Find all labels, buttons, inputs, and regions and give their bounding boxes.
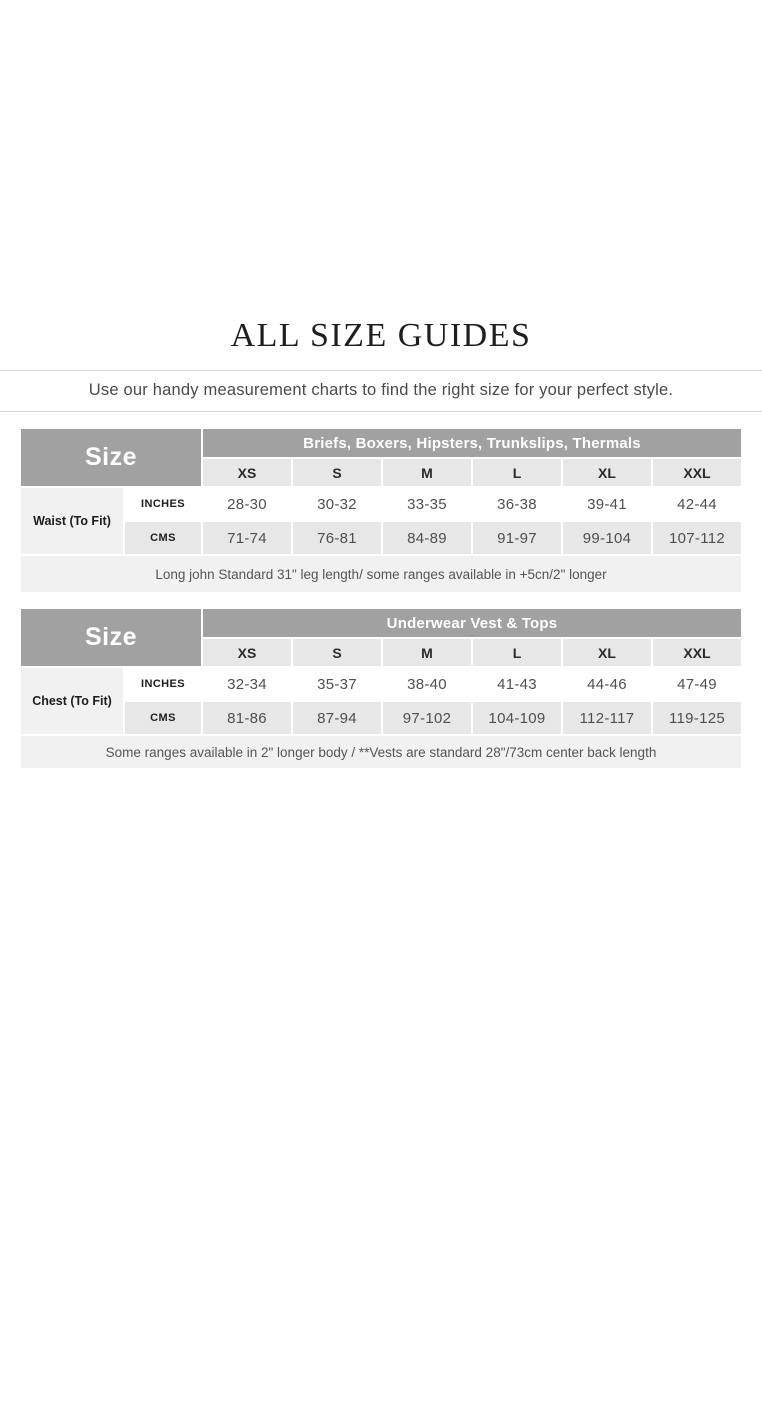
row-label-chest: Chest (To Fit) — [21, 668, 123, 734]
size-value-cell: 76-81 — [293, 522, 381, 554]
size-value-cell: 38-40 — [383, 668, 471, 700]
size-header-cell: Size — [21, 429, 201, 486]
size-value-cell: 91-97 — [473, 522, 561, 554]
size-value-cell: 39-41 — [563, 488, 651, 520]
size-value-cell: 84-89 — [383, 522, 471, 554]
unit-label-cms: CMS — [125, 702, 201, 734]
size-value-cell: 81-86 — [203, 702, 291, 734]
size-value-cell: 30-32 — [293, 488, 381, 520]
table-footnote-briefs: Long john Standard 31" leg length/ some ranges available in +5cn/2" longer — [21, 556, 741, 592]
size-value-cell: 107-112 — [653, 522, 741, 554]
group-header-briefs: Briefs, Boxers, Hipsters, Trunkslips, Thermals — [203, 429, 741, 457]
size-value-cell: 36-38 — [473, 488, 561, 520]
col-header-xs: XS — [203, 639, 291, 666]
col-header-l: L — [473, 639, 561, 666]
size-value-cell: 32-34 — [203, 668, 291, 700]
col-header-xxl: XXL — [653, 639, 741, 666]
col-header-xl: XL — [563, 459, 651, 486]
col-header-s: S — [293, 639, 381, 666]
page-subtitle: Use our handy measurement charts to find the right size for your perfect style. — [88, 381, 674, 399]
size-value-cell: 99-104 — [563, 522, 651, 554]
size-value-cell: 104-109 — [473, 702, 561, 734]
size-value-cell: 87-94 — [293, 702, 381, 734]
size-table-vests — [21, 609, 741, 768]
unit-label-inches: INCHES — [125, 668, 201, 700]
size-value-cell: 119-125 — [653, 702, 741, 734]
col-header-xs: XS — [203, 459, 291, 486]
col-header-m: M — [383, 459, 471, 486]
size-value-cell: 47-49 — [653, 668, 741, 700]
size-value-cell: 41-43 — [473, 668, 561, 700]
size-value-cell: 35-37 — [293, 668, 381, 700]
size-value-cell: 44-46 — [563, 668, 651, 700]
unit-label-inches: INCHES — [125, 488, 201, 520]
col-header-xl: XL — [563, 639, 651, 666]
size-value-cell: 112-117 — [563, 702, 651, 734]
unit-label-cms: CMS — [125, 522, 201, 554]
size-value-cell: 33-35 — [383, 488, 471, 520]
group-header-vests: Underwear Vest & Tops — [203, 609, 741, 637]
page-title: ALL SIZE GUIDES — [230, 317, 532, 354]
size-value-cell: 97-102 — [383, 702, 471, 734]
size-value-cell: 42-44 — [653, 488, 741, 520]
col-header-m: M — [383, 639, 471, 666]
col-header-xxl: XXL — [653, 459, 741, 486]
size-header-cell: Size — [21, 609, 201, 666]
col-header-s: S — [293, 459, 381, 486]
size-guide-page — [0, 319, 762, 768]
table-footnote-vests: Some ranges available in 2" longer body / **Vests are standard 28"/73cm center back length — [21, 736, 741, 768]
size-value-cell: 28-30 — [203, 488, 291, 520]
size-value-cell: 71-74 — [203, 522, 291, 554]
subtitle-banner — [0, 370, 762, 412]
size-table-briefs — [21, 429, 741, 592]
col-header-l: L — [473, 459, 561, 486]
row-label-waist: Waist (To Fit) — [21, 488, 123, 554]
